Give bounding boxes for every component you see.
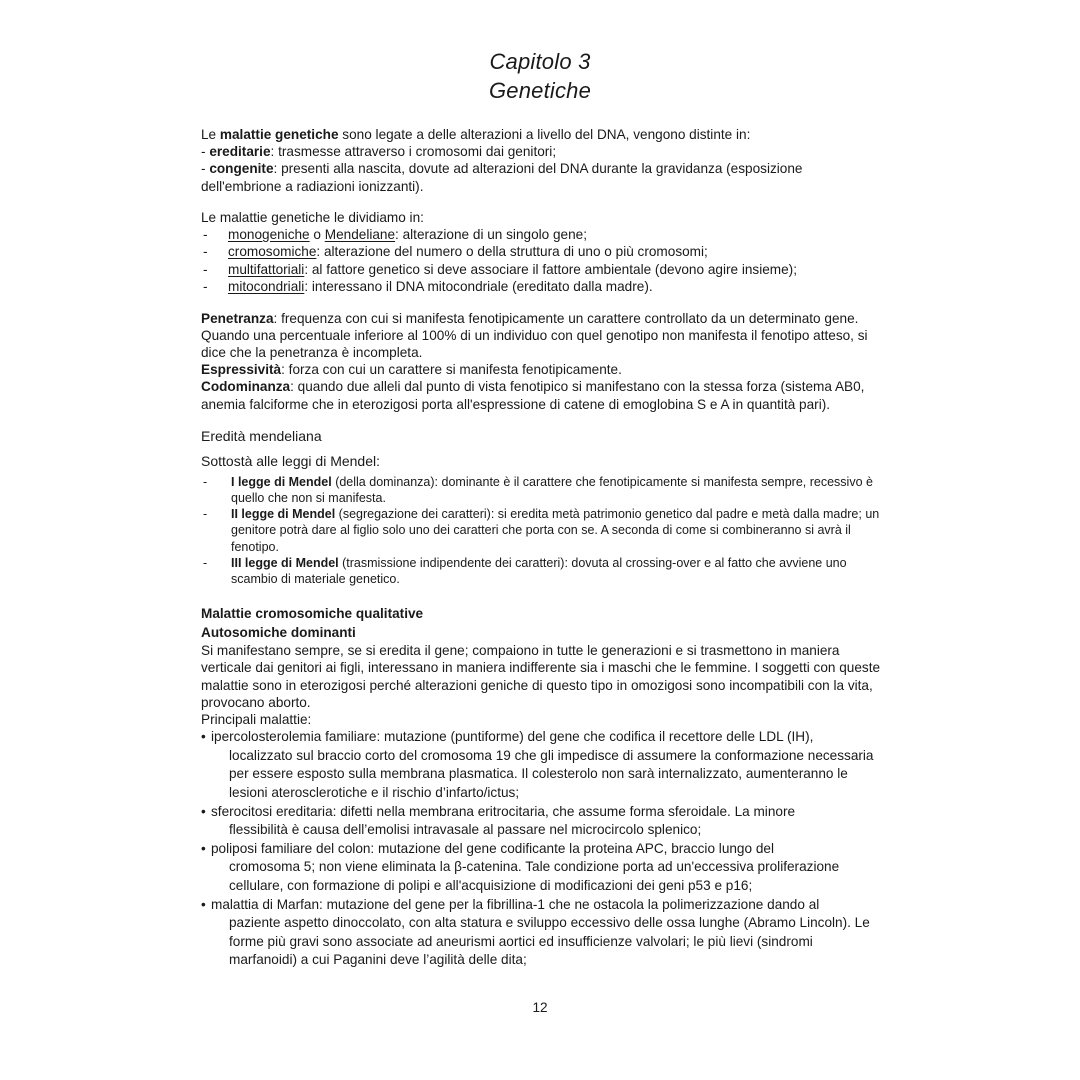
ereditarie-dash: - xyxy=(201,144,210,160)
spacer xyxy=(201,296,881,310)
list-item xyxy=(201,803,881,840)
spacer xyxy=(201,195,881,209)
disease-first-line: sferocitosi ereditaria: difetti nella membrana eritrocitaria, che assume forma sferoidale. La minore xyxy=(211,803,796,819)
list-item xyxy=(201,243,881,260)
dash-marker: - xyxy=(203,279,208,295)
espressivita-text: : forza con cui un carattere si manifesta fenotipicamente. xyxy=(281,362,622,378)
dash-marker: - xyxy=(203,261,208,277)
division-lead: Le malattie genetiche le dividiamo in: xyxy=(201,209,424,225)
term-rest: : alterazione del numero o della struttura di uno o più cromosomi; xyxy=(316,244,708,260)
document-body xyxy=(201,126,881,970)
term-connector: o xyxy=(309,227,325,243)
intro-post: sono legate a delle alterazioni a livello del DNA, vengono distinte in: xyxy=(338,127,751,142)
title-line-subject: Genetiche xyxy=(488,78,592,103)
codominanza-text: : quando due alleli dal punto di vista fenotipico si manifestano con la stessa forza (sistema AB0, anemia falciforme che in eterozigosi porta all'espressione di catene di emoglobina S e A in quantità pari). xyxy=(201,379,865,412)
mendel-laws-wrap xyxy=(201,474,891,587)
spacer xyxy=(201,413,881,424)
disease-continuation: flessibilità è causa dell’emolisi intravasale al passare nel microcircolo splenico; xyxy=(229,822,702,838)
disease-continuation: paziente aspetto dinoccolato, con alta statura e sviluppo eccessivo delle ossa lunghe (Abramo Lincoln). Le forme più gravi sono associate ad aneurismi aortici ed insufficienze valvolari; le più lievi (sindromi marfanoidi) a cui Paganini deve l’agilità delle dita; xyxy=(229,915,870,968)
diseases-list xyxy=(201,728,881,970)
disease-continuation: localizzato sul braccio corto del cromosoma 19 che gli impedisce di assumere la conformazione necessaria per essere esposto sulla membrana plasmatica. Il colesterolo non sarà internalizzato, aumenteranno le lesioni aterosclerotiche e il rischio d’infarto/ictus; xyxy=(229,747,874,801)
espressivita-term: Espressività xyxy=(201,362,282,378)
term-underlined: mitocondriali xyxy=(228,279,305,295)
ereditarie-bold: ereditarie xyxy=(209,144,271,160)
title-line-chapter: Capitolo 3 xyxy=(489,49,591,74)
spacer xyxy=(201,587,881,604)
congenite-bold: congenite xyxy=(209,161,274,177)
intro-pre: Le xyxy=(201,127,220,142)
term-rest: : alterazione di un singolo gene; xyxy=(395,227,588,243)
dash-marker: - xyxy=(203,555,208,570)
list-item xyxy=(201,226,881,243)
paragraph-codominanza xyxy=(201,378,881,412)
disease-first-line: ipercolosterolemia familiare: mutazione (puntiforme) del gene che codifica il recettore delle LDL (IH), xyxy=(211,729,814,745)
term-underlined: multifattoriali xyxy=(228,261,305,277)
term-underlined-2: Mendeliane xyxy=(324,227,396,243)
mendel-laws-list xyxy=(201,474,891,587)
dash-marker: - xyxy=(203,507,208,522)
law-title: I legge di Mendel xyxy=(231,474,332,489)
term-rest: : interessano il DNA mitocondriale (ereditato dalla madre). xyxy=(304,279,653,295)
bullet-marker: • xyxy=(201,840,206,856)
dash-marker: - xyxy=(203,244,208,260)
disease-continuation: cromosoma 5; non viene eliminata la β-catenina. Tale condizione porta ad un'eccessiva proliferazione cellulare, con formazione di polipi e all'acquisizione di modificazioni dei geni p53 e p16; xyxy=(229,859,840,894)
bullet-marker: • xyxy=(201,896,206,912)
list-item xyxy=(201,896,881,970)
law-text: (della dominanza): dominante è il carattere che fenotipicamente si manifesta sempre, recessivo è quello che non si manifesta. xyxy=(231,474,873,506)
bullet-marker: • xyxy=(201,803,206,819)
list-item xyxy=(201,555,891,587)
subheading-autosomiche-dominanti: Autosomiche dominanti xyxy=(201,625,356,641)
penetranza-term: Penetranza xyxy=(201,310,274,326)
label-principali-malattie: Principali malattie: xyxy=(201,712,312,728)
paragraph-autosomiche-dominanti: Si manifestano sempre, se si eredita il gene; compaiono in tutte le generazioni e si trasmettono in maniera verticale dai genitori ai figli, interessano in maniera indifferente sia i maschi che le femmine. I soggetti con queste malattie sono in eterozigosi perché alterazioni geniche di questo tipo in omozigosi sono incompatibili con la vita, provocano aborto. xyxy=(201,643,881,710)
heading-eredita-mendeliana: Eredità mendeliana xyxy=(201,427,322,444)
ereditarie-text: : trasmesse attraverso i cromosomi dai genitori; xyxy=(270,144,557,160)
heading-malattie-cromosomiche: Malattie cromosomiche qualitative xyxy=(201,606,424,622)
dash-marker: - xyxy=(203,474,208,489)
penetranza-text: : frequenza con cui si manifesta fenotipicamente un carattere controllato da un determinato gene. Quando una percentuale inferiore al 100% di un individuo con quel genotipo non manifesta il fenotipo atteso, si dice che la penetranza è incompleta. xyxy=(201,310,868,361)
law-title: II legge di Mendel xyxy=(231,507,336,522)
congenite-dash: - xyxy=(201,161,210,177)
law-title: III legge di Mendel xyxy=(231,555,339,570)
document-title xyxy=(0,47,1080,105)
term-rest: : al fattore genetico si deve associare il fattore ambientale (devono agire insieme); xyxy=(304,261,797,277)
list-item xyxy=(201,506,891,555)
list-item xyxy=(201,474,891,506)
term-underlined: monogeniche xyxy=(228,227,310,243)
disease-first-line: malattia di Marfan: mutazione del gene per la fibrillina-1 che ne ostacola la polimerizzazione dando al xyxy=(211,896,820,912)
congenite-text: : presenti alla nascita, dovute ad alterazioni del DNA durante la gravidanza (esposizione dell'embrione a radiazioni ionizzanti). xyxy=(201,161,803,194)
term-underlined: cromosomiche xyxy=(228,244,317,260)
division-list xyxy=(201,226,881,296)
law-text: (segregazione dei caratteri): si eredita metà patrimonio genetico dal padre e metà dalla madre; un genitore potrà dare al figlio solo uno dei caratteri che porta con se. A seconda di come si combineranno si avrà il fenotipo. xyxy=(231,507,880,554)
paragraph-penetranza xyxy=(201,310,881,362)
list-item xyxy=(201,840,881,896)
list-item xyxy=(201,728,881,802)
disease-first-line: poliposi familiare del colon: mutazione del gene codificante la proteina APC, braccio lungo del xyxy=(211,840,774,856)
page-number: 12 xyxy=(532,1000,548,1015)
law-text: (trasmissione indipendente dei caratteri): dovuta al crossing-over e al fatto che avviene uno scambio di materiale genetico. xyxy=(231,555,847,587)
intro-bold-term: malattie genetiche xyxy=(219,127,339,142)
dash-marker: - xyxy=(203,227,208,243)
list-item xyxy=(201,278,881,295)
bullet-marker: • xyxy=(201,729,206,745)
subheading-leggi-mendel: Sottostà alle leggi di Mendel: xyxy=(201,452,380,469)
list-item xyxy=(201,261,881,278)
codominanza-term: Codominanza xyxy=(201,379,291,395)
paragraph-espressivita xyxy=(201,361,881,378)
paragraph-intro xyxy=(201,126,881,195)
